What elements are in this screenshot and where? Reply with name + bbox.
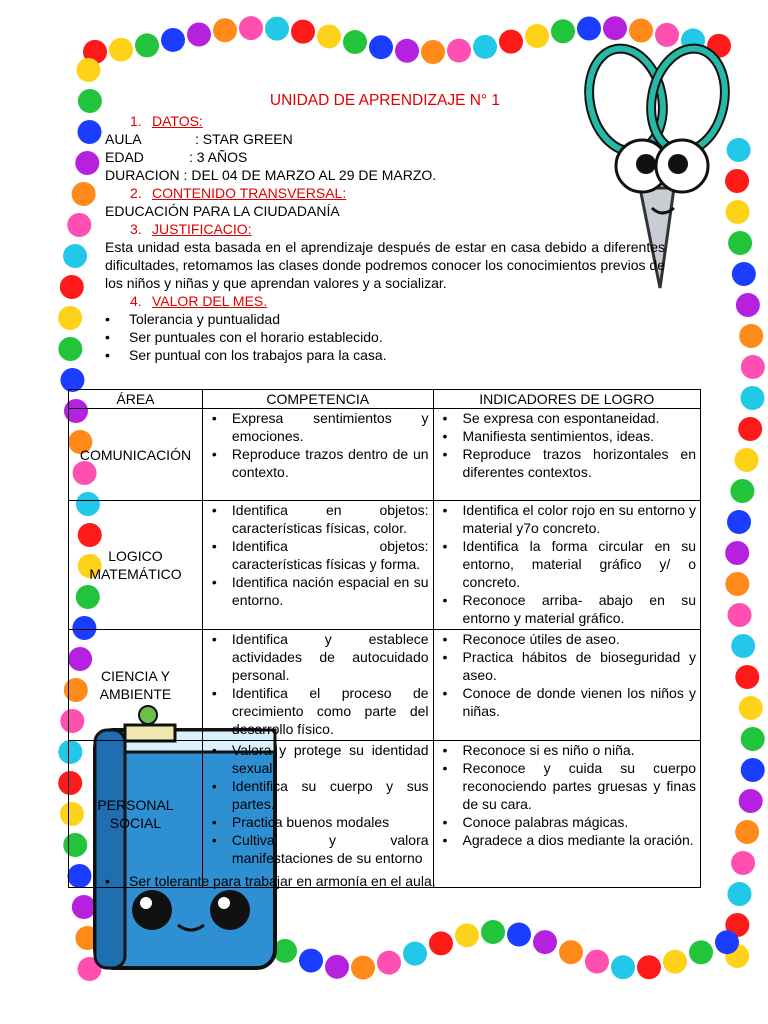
border-dot [403, 942, 427, 966]
competencia-cell [202, 409, 433, 501]
border-dot [58, 306, 82, 330]
border-dot [72, 182, 96, 206]
list-item: • Manifiesta sentimientos, ideas. [438, 427, 696, 445]
border-dot [76, 58, 100, 82]
list-item: • Practica buenos modales [207, 813, 429, 831]
indicador-cell [433, 630, 700, 741]
list-item: • Identifica en objetos: características físicas, color. [207, 501, 429, 537]
list-item: • Agradece a dios mediante la oración. [438, 831, 696, 849]
border-dot [351, 956, 375, 980]
list-item: • Identifica la forma circular en su entorno, material gráfico y/ o concreto. [438, 537, 696, 591]
border-dot [739, 324, 763, 348]
contenido-text: EDUCACIÓN PARA LA CIUDADANÍA [105, 203, 340, 219]
list-item: • Ser puntuales con el horario establecido. [105, 328, 665, 346]
border-dot [611, 955, 635, 979]
list-item: • Ser tolerante para trabajar en armonía en el aula. [105, 872, 436, 890]
border-dot [727, 510, 751, 534]
section-heading-datos: 1. DATOS: [130, 113, 203, 129]
table-row [69, 409, 701, 501]
datos-duracion: DURACION : DEL 04 DE MARZO AL 29 DE MARZO. [105, 167, 437, 183]
border-dot [265, 17, 289, 41]
section-heading-contenido: 2. CONTENIDO TRANSVERSAL: [130, 185, 347, 201]
border-dot [135, 33, 159, 57]
border-dot [395, 39, 419, 63]
datos-aula: AULA : STAR GREEN [105, 131, 293, 147]
border-dot [377, 951, 401, 975]
border-dot [741, 727, 765, 751]
list-item: • Ser puntual con los trabajos para la casa. [105, 346, 665, 364]
area-cell: LOGICO MATEMÁTICO [69, 501, 203, 630]
border-dot [429, 931, 453, 955]
table-row [69, 741, 701, 888]
list-item: • Expresa sentimientos y emociones. [207, 409, 429, 445]
border-dot [741, 758, 765, 782]
list-item: • Identifica el proceso de crecimiento como parte del desarrollo físico. [207, 684, 429, 738]
border-dot [577, 16, 601, 40]
list-item: • Reconoce si es niño o niña. [438, 741, 696, 759]
border-dot [317, 24, 341, 48]
border-dot [551, 19, 575, 43]
section-heading-valor: 4. VALOR DEL MES. [130, 293, 268, 309]
border-dot [736, 293, 760, 317]
border-dot [739, 696, 763, 720]
list-item: • Identifica nación espacial en su entorno. [207, 573, 429, 609]
border-dot [725, 541, 749, 565]
border-dot [455, 923, 479, 947]
indicador-cell [433, 741, 700, 888]
area-cell: CIENCIA Y AMBIENTE [69, 630, 203, 741]
list-item: • Identifica y establece actividades de autocuidado personal. [207, 630, 429, 684]
border-dot [75, 151, 99, 175]
border-dot [732, 262, 756, 286]
competencia-cell [202, 501, 433, 630]
border-dot [447, 39, 471, 63]
border-dot [739, 789, 763, 813]
border-dot [507, 923, 531, 947]
border-dot [728, 603, 752, 627]
border-dot [63, 244, 87, 268]
table-header-row [69, 390, 701, 409]
border-dot [473, 35, 497, 59]
border-dot [67, 213, 91, 237]
border-dot [481, 920, 505, 944]
border-dot [637, 955, 661, 979]
border-dot [731, 634, 755, 658]
border-dot [738, 417, 762, 441]
list-item: • Reproduce trazos horizontales en diferentes contextos. [438, 445, 696, 481]
border-dot [741, 355, 765, 379]
list-item: • Identifica el color rojo en su entorno y material y7o concreto. [438, 501, 696, 537]
border-dot [161, 28, 185, 52]
border-dot [421, 40, 445, 64]
page-title: UNIDAD DE APRENDIZAJE N° 1 [269, 92, 501, 109]
border-dot [585, 950, 609, 974]
border-dot [727, 882, 751, 906]
list-item: • Valora y protege su identidad sexual. [207, 741, 429, 777]
border-dot [533, 930, 557, 954]
list-item: • Reproduce trazos dentro de un contexto. [207, 445, 429, 481]
border-dot [734, 448, 758, 472]
border-dot [663, 950, 687, 974]
document-body [105, 92, 665, 364]
border-dot [735, 820, 759, 844]
valores-list [105, 310, 665, 364]
border-dot [689, 940, 713, 964]
border-dot [78, 120, 102, 144]
border-dot [239, 16, 263, 40]
competencia-cell [202, 741, 433, 888]
border-dot [291, 20, 315, 44]
list-item: • Cultiva y valora manifestaciones de su entorno [207, 831, 429, 867]
border-dot [343, 30, 367, 54]
list-item: • Tolerancia y puntualidad [105, 310, 665, 328]
table-row [69, 630, 701, 741]
justificacion-text: Esta unidad esta basada en el aprendizaje después de estar en casa debido a diferentes dificultades, retomamos las clases donde podremos conocer los conocimientos previos de los niños y niñas y que aprendan valores y a socializar. [105, 239, 665, 291]
section-heading-justificacion: 3. JUSTIFICACIO: [130, 221, 252, 237]
table-row [69, 501, 701, 630]
list-item: • Reconoce útiles de aseo. [438, 630, 696, 648]
indicador-cell [433, 501, 700, 630]
border-dot [603, 16, 627, 40]
list-item: • Practica hábitos de bioseguridad y aseo. [438, 648, 696, 684]
indicador-cell [433, 409, 700, 501]
border-dot [325, 955, 349, 979]
area-cell: COMUNICACIÓN [69, 409, 203, 501]
border-dot [629, 19, 653, 43]
area-cell: PERSONAL SOCIAL [69, 741, 203, 888]
border-dot [78, 89, 102, 113]
border-dot [369, 35, 393, 59]
border-dot [525, 24, 549, 48]
column-header: ÁREA [69, 390, 203, 409]
list-item: • Se expresa con espontaneidad. [438, 409, 696, 427]
datos-edad: EDAD : 3 AÑOS [105, 149, 248, 165]
competencia-cell [202, 630, 433, 741]
list-item: • Identifica su cuerpo y sus partes. [207, 777, 429, 813]
list-item: • Conoce palabras mágicas. [438, 813, 696, 831]
border-dot [559, 940, 583, 964]
border-dot [60, 275, 84, 299]
column-header: INDICADORES DE LOGRO [433, 390, 700, 409]
border-dot [741, 386, 765, 410]
border-dot [730, 479, 754, 503]
border-dot [735, 665, 759, 689]
indicators-table [68, 389, 701, 888]
border-dot [58, 337, 82, 361]
border-dot [499, 30, 523, 54]
border-dot [725, 572, 749, 596]
border-dot [731, 851, 755, 875]
list-item: • Conoce de donde vienen los niños y niñas. [438, 684, 696, 720]
list-item: • Reconoce arriba- abajo en su entorno y material gráfico. [438, 591, 696, 627]
border-dot [715, 930, 739, 954]
border-dot [299, 949, 323, 973]
border-dot [109, 38, 133, 62]
border-dot [187, 22, 211, 46]
list-item: • Identifica objetos: características físicas y forma. [207, 537, 429, 573]
column-header: COMPETENCIA [202, 390, 433, 409]
final-bullet-list [105, 872, 436, 890]
border-dot [213, 18, 237, 42]
list-item: • Reconoce y cuida su cuerpo reconociendo partes gruesas y finas de su cara. [438, 759, 696, 813]
